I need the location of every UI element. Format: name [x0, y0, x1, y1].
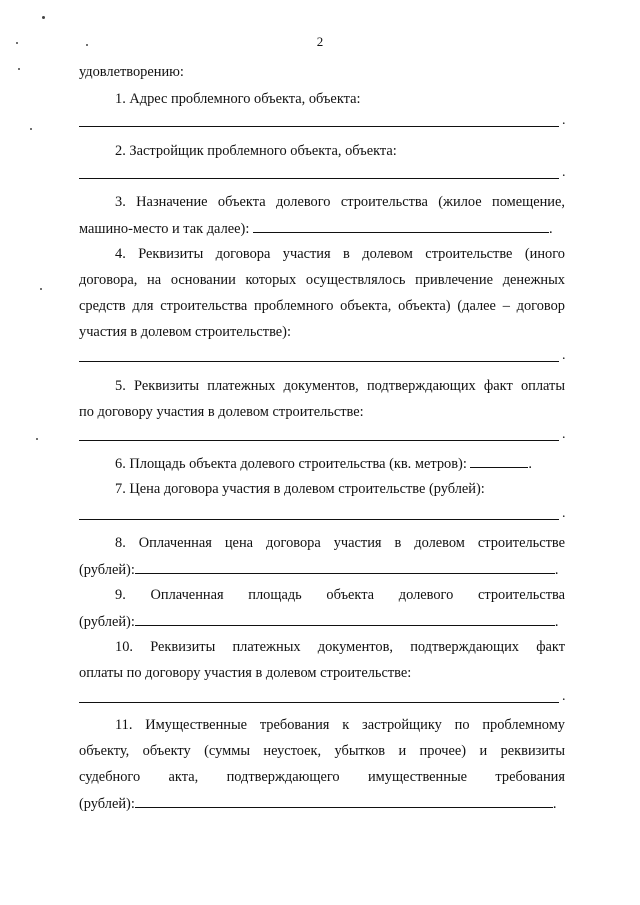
item-9-end-mark: . — [554, 614, 559, 630]
scan-speck — [40, 288, 42, 290]
item-4-text-line-3: средств для строительства проблемного объекта, объекта) (далее – договор — [79, 298, 565, 314]
item-4-text-line-1: 4. Реквизиты договора участия в долевом строительстве (иного — [115, 246, 565, 262]
item-3-end-mark: . — [548, 221, 553, 237]
item-9-label: (рублей): — [79, 614, 135, 630]
item-10-text-line-2: оплаты по договору участия в долевом строительстве: — [79, 665, 412, 681]
item-9-text-line-1: 9. Оплаченная площадь объекта долевого строительства — [115, 587, 565, 603]
item-10-text-line-1: 10. Реквизиты платежных документов, подтверждающих факт — [115, 639, 565, 655]
item-8-label: (рублей): — [79, 562, 135, 578]
item-7-text: 7. Цена договора участия в долевом строительстве (рублей): — [115, 481, 485, 497]
item-11-label: (рублей): — [79, 796, 135, 812]
item-3-answer-field[interactable] — [253, 220, 549, 233]
item-1-answer-field[interactable] — [79, 126, 559, 127]
item-11-answer-field[interactable] — [135, 795, 553, 808]
item-5-text-line-1: 5. Реквизиты платежных документов, подтверждающих факт оплаты — [115, 378, 565, 394]
scan-speck — [30, 128, 32, 130]
item-11-text-line-2: объекту, объекту (суммы неустоек, убытков и прочее) и реквизиты — [79, 743, 565, 759]
item-10-end-mark: . — [562, 689, 566, 704]
item-8-text-line-2 — [79, 561, 565, 578]
item-2-answer-field[interactable] — [79, 178, 559, 179]
item-11-text-line-3: судебного акта, подтверждающего имущественные требования — [79, 769, 565, 785]
item-3-text-line-2 — [79, 220, 565, 237]
item-5-end-mark: . — [562, 427, 566, 442]
item-5-text-line-2: по договору участия в долевом строительстве: — [79, 404, 364, 420]
item-6-text-line — [115, 455, 565, 472]
scan-speck — [18, 68, 20, 70]
item-8-end-mark: . — [554, 562, 559, 578]
item-2-end-mark: . — [562, 165, 566, 180]
item-3-label: машино-место и так далее): — [79, 221, 250, 237]
item-4-end-mark: . — [562, 348, 566, 363]
item-10-answer-field[interactable] — [79, 702, 559, 703]
item-4-text-line-4: участия в долевом строительстве): — [79, 324, 291, 340]
item-1-text: 1. Адрес проблемного объекта, объекта: — [115, 91, 361, 107]
scan-speck — [36, 438, 38, 440]
item-7-end-mark: . — [562, 506, 566, 521]
item-1-end-mark: . — [562, 113, 566, 128]
item-4-answer-field[interactable] — [79, 361, 559, 362]
scan-speck — [42, 16, 45, 19]
item-9-text-line-2 — [79, 613, 565, 630]
page-number: 2 — [316, 34, 324, 49]
item-3-text-line-1: 3. Назначение объекта долевого строительства (жилое помещение, — [115, 194, 565, 210]
item-6-answer-field[interactable] — [470, 455, 528, 468]
item-9-answer-field[interactable] — [135, 613, 555, 626]
item-2-text: 2. Застройщик проблемного объекта, объекта: — [115, 143, 397, 159]
item-11-text-line-1: 11. Имущественные требования к застройщику по проблемному — [115, 717, 565, 733]
item-11-text-line-4 — [79, 795, 565, 812]
item-5-answer-field[interactable] — [79, 440, 559, 441]
item-11-end-mark: . — [552, 796, 557, 812]
intro-text: удовлетворению: — [79, 64, 184, 80]
item-8-text-line-1: 8. Оплаченная цена договора участия в долевом строительстве — [115, 535, 565, 551]
item-6-end-mark: . — [528, 456, 533, 472]
item-7-answer-field[interactable] — [79, 519, 559, 520]
item-4-text-line-2: договора, на основании которых осуществлялось привлечение денежных — [79, 272, 565, 288]
item-8-answer-field[interactable] — [135, 561, 555, 574]
item-6-text: 6. Площадь объекта долевого строительства (кв. метров): — [115, 456, 467, 472]
